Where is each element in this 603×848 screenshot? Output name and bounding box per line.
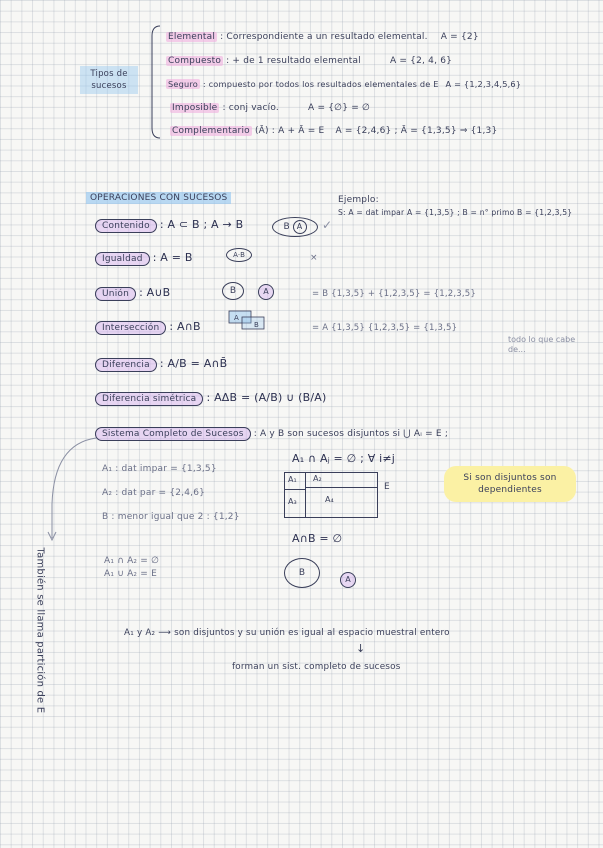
tipo-imposible-example: A = {∅} = ∅ [308, 103, 371, 113]
arrow-down-icon [356, 642, 365, 655]
venn-union-a: A [258, 284, 274, 300]
side-note-text: todo lo que cabe de... [508, 335, 576, 354]
sistema-anb-text: A∩B = ∅ [292, 532, 343, 545]
op-diferencia-simetrica [95, 391, 326, 404]
tipo-imposible-name: Imposible [172, 103, 218, 113]
op-interseccion [95, 320, 201, 333]
partition-a3-text: A₃ [288, 497, 297, 506]
tipo-seguro [166, 79, 521, 89]
tipos-label [80, 66, 138, 94]
tipo-complementario-name: Complementario [172, 126, 250, 136]
tipo-complementario-example: A = {2,4,6} ; Ā = {1,3,5} ⇒ {1,3} [335, 126, 498, 136]
tipo-imposible [170, 103, 370, 113]
ejemplo-text-content: S: A = dat impar A = {1,3,5} ; B = n° primo B = {1,2,3,5} [338, 208, 573, 217]
partition-a2-text: A₂ [313, 474, 322, 483]
op-contenido-name: Contenido [95, 219, 157, 233]
svg-text:B: B [254, 321, 259, 329]
sistema-b-text: B : menor igual que 2 : {1,2} [102, 512, 240, 522]
partition-box [284, 472, 378, 518]
side-note [508, 335, 578, 355]
tipo-elemental-name: Elemental [168, 32, 216, 42]
ejemplo-label [338, 195, 379, 205]
partition-a2 [313, 474, 322, 483]
sistema-a1 [102, 464, 217, 474]
conclusion-2-text: forman un sist. completo de sucesos [232, 662, 401, 672]
operaciones-title [86, 193, 231, 203]
op-igualdad [95, 251, 193, 264]
tipo-elemental [166, 32, 479, 42]
partition-hline-left [285, 489, 305, 490]
venn-union-b: B [222, 282, 244, 300]
sistema-cond-text: A₁ ∩ Aⱼ = ∅ ; ∀ i≠j [292, 452, 396, 465]
op-diferencia-simetrica-name: Diferencia simétrica [95, 392, 203, 406]
op-interseccion-formula: : A∩B [169, 320, 201, 333]
tipo-imposible-desc: : conj vacío. [222, 103, 279, 113]
op-interseccion-name: Intersección [95, 321, 166, 335]
sistema-eq2 [104, 569, 157, 579]
yellow-note-text: Si son disjuntos son dependientes [463, 473, 557, 495]
tipo-seguro-desc: : compuesto por todos los resultados elementales de E [202, 79, 439, 89]
op-union-formula: : A∪B [139, 286, 171, 299]
curved-arrow-icon [44, 434, 100, 544]
op-sistema-name: Sistema Completo de Sucesos [95, 427, 251, 441]
tipos-bracket [148, 24, 164, 140]
op-sistema [95, 429, 448, 439]
venn-a-disjoint: A [340, 572, 356, 588]
op-diferencia-simetrica-formula: : AΔB = (A/B) ∪ (B/A) [206, 391, 327, 404]
check-mark-icon: ✓ [322, 218, 333, 232]
tipo-seguro-name: Seguro [168, 79, 199, 89]
sistema-anb [292, 532, 342, 545]
sistema-a1-text: A₁ : dat impar = {1,3,5} [102, 464, 217, 474]
partition-a4 [325, 495, 334, 504]
conclusion-2 [232, 662, 400, 672]
ejemplo-label-text: Ejemplo: [338, 195, 379, 205]
partition-e-text: E [384, 482, 390, 492]
vertical-note [34, 547, 46, 714]
venn-equal-text: A·B [233, 251, 245, 259]
sistema-a2 [102, 488, 205, 498]
op-diferencia [95, 357, 227, 370]
venn-equal [226, 248, 252, 262]
tipo-compuesto-example: A = {2, 4, 6} [389, 56, 453, 66]
partition-a3 [288, 497, 297, 506]
op-union-name: Unión [95, 287, 136, 301]
vertical-note-text: También se llama partición de E [34, 547, 46, 714]
op-igualdad-name: Igualdad [95, 252, 150, 266]
tipo-seguro-example: A = {1,2,3,4,5,6} [445, 79, 522, 89]
sistema-eq1 [104, 556, 159, 566]
conclusion-1 [124, 628, 450, 638]
op-diferencia-name: Diferencia [95, 358, 157, 372]
partition-a1-text: A₁ [288, 475, 297, 484]
op-interseccion-result [312, 323, 457, 333]
sistema-eq1-text: A₁ ∩ A₂ = ∅ [104, 556, 160, 566]
yellow-note [444, 466, 576, 502]
tipo-complementario [170, 126, 497, 136]
tipo-compuesto-name: Compuesto [168, 56, 222, 66]
arrow-down-text: ↓ [356, 642, 366, 655]
op-interseccion-result-text: = A {1,3,5} {1,2,3,5} = {1,3,5} [312, 323, 458, 333]
venn-b-disjoint: B [284, 558, 320, 588]
ejemplo-text [338, 208, 572, 217]
operaciones-title-text: OPERACIONES CON SUCESOS [86, 192, 231, 204]
conclusion-1-text: A₁ y A₂ ⟶ son disjuntos y su unión es igual al espacio muestral entero [124, 628, 450, 638]
op-contenido [95, 218, 243, 231]
sistema-eq2-text: A₁ ∪ A₂ = E [104, 569, 157, 579]
op-union-result [312, 289, 476, 299]
venn-b-contains-a: B A [272, 217, 318, 237]
tipo-compuesto [166, 56, 452, 66]
op-igualdad-formula: : A = B [152, 251, 193, 264]
tipo-compuesto-desc: : + de 1 resultado elemental [226, 56, 361, 66]
tipo-elemental-desc: : Correspondiente a un resultado elemental. [220, 32, 428, 42]
svg-text:A: A [234, 314, 239, 322]
op-sistema-formula: : A y B son sucesos disjuntos si ⋃ Aᵢ = E ; [253, 429, 449, 439]
tipo-elemental-example: A = {2} [440, 32, 479, 42]
partition-vline [305, 473, 306, 517]
sistema-a2-text: A₂ : dat par = {2,4,6} [102, 488, 206, 498]
partition-a4-text: A₄ [325, 495, 334, 504]
venn-intersection-boxes [228, 310, 268, 332]
op-contenido-formula: : A ⊂ B ; A → B [159, 218, 244, 231]
partition-hline-right [305, 487, 377, 488]
op-union-result-text: = B {1,3,5} + {1,2,3,5} = {1,2,3,5} [312, 289, 476, 299]
sistema-b [102, 512, 240, 522]
op-union [95, 286, 170, 299]
tipo-complementario-desc: (Ā) : A + Ā = E [254, 126, 325, 136]
partition-a1 [288, 475, 297, 484]
sistema-cond [292, 452, 395, 465]
op-diferencia-formula: : A/B = A∩B̄ [159, 357, 228, 370]
partition-e [384, 482, 390, 492]
op-igualdad-result-text: × [310, 253, 318, 263]
op-igualdad-result [310, 253, 318, 263]
tipos-label-text: Tipos de sucesos [90, 69, 128, 91]
